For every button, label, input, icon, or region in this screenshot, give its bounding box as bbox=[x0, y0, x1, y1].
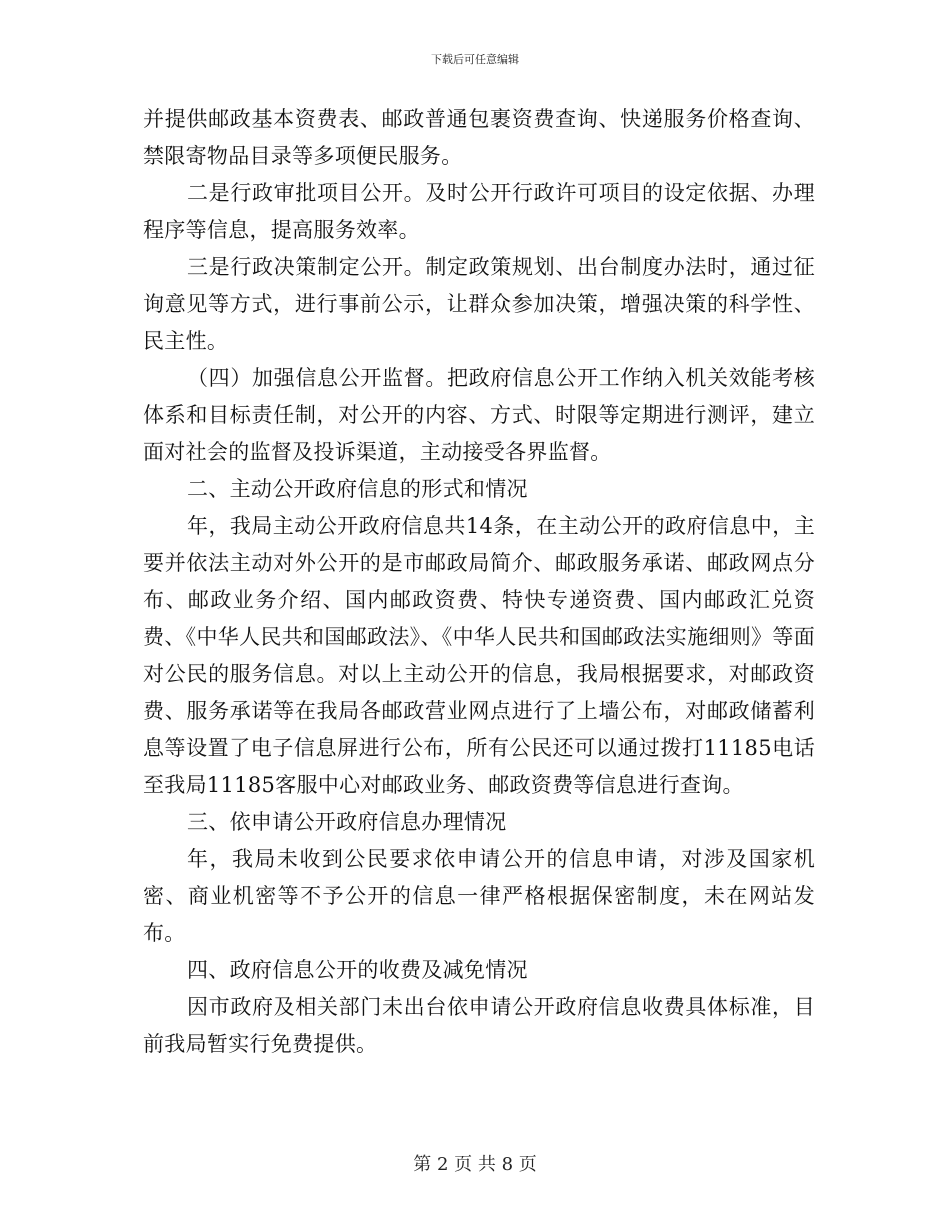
paragraph-3: 三是行政决策制定公开。制定政策规划、出台制度办法时，通过征询意见等方式，进行事前公示，让群众参加决策，增强决策的科学性、民主性。 bbox=[143, 255, 815, 353]
paragraph-4: （四）加强信息公开监督。把政府信息公开工作纳入机关效能考核体系和目标责任制，对公开的内容、方式、时限等定期进行测评，建立面对社会的监督及投诉渠道，主动接受各界监督。 bbox=[143, 366, 815, 464]
paragraph-5: 年，我局主动公开政府信息共14条，在主动公开的政府信息中，主要并依法主动对外公开的是市邮政局简介、邮政服务承诺、邮政网点分布、邮政业务介绍、国内邮政资费、特快专递资费、国内邮政汇兑资费、《中华人民共和国邮政法》、《中华人民共和国邮政法实施细则》等面对公民的服务信息。对以上主动公开的信息，我局根据要求，对邮政资费、服务承诺等在我局各邮政营业网点进行了上墙公布，对邮政储蓄利息等设置了电子信息屏进行公布，所有公民还可以通过拨打11185电话至我局11185客服中心对邮政业务、邮政资费等信息进行查询。 bbox=[143, 514, 815, 797]
paragraph-2: 二是行政审批项目公开。及时公开行政许可项目的设定依据、办理程序等信息，提高服务效率。 bbox=[143, 181, 815, 242]
paragraph-1: 并提供邮政基本资费表、邮政普通包裹资费查询、快递服务价格查询、禁限寄物品目录等多项便民服务。 bbox=[143, 107, 815, 168]
section-heading-4: 四、政府信息公开的收费及减免情况 bbox=[187, 958, 528, 982]
paragraph-7: 因市政府及相关部门未出台依申请公开政府信息收费具体标准，目前我局暂实行免费提供。 bbox=[143, 995, 815, 1056]
paragraph-6: 年，我局未收到公民要求依申请公开的信息申请，对涉及国家机密、商业机密等不予公开的信息一律严格根据保密制度，未在网站发布。 bbox=[143, 847, 815, 945]
page-header: 下载后可任意编辑 bbox=[431, 53, 519, 66]
page-number: 第 2 页 共 8 页 bbox=[413, 1154, 537, 1175]
document-body bbox=[143, 101, 815, 1063]
page-footer bbox=[0, 1154, 950, 1176]
section-heading-2: 二、主动公开政府信息的形式和情况 bbox=[187, 477, 528, 501]
section-heading-3: 三、依申请公开政府信息办理情况 bbox=[187, 810, 507, 834]
